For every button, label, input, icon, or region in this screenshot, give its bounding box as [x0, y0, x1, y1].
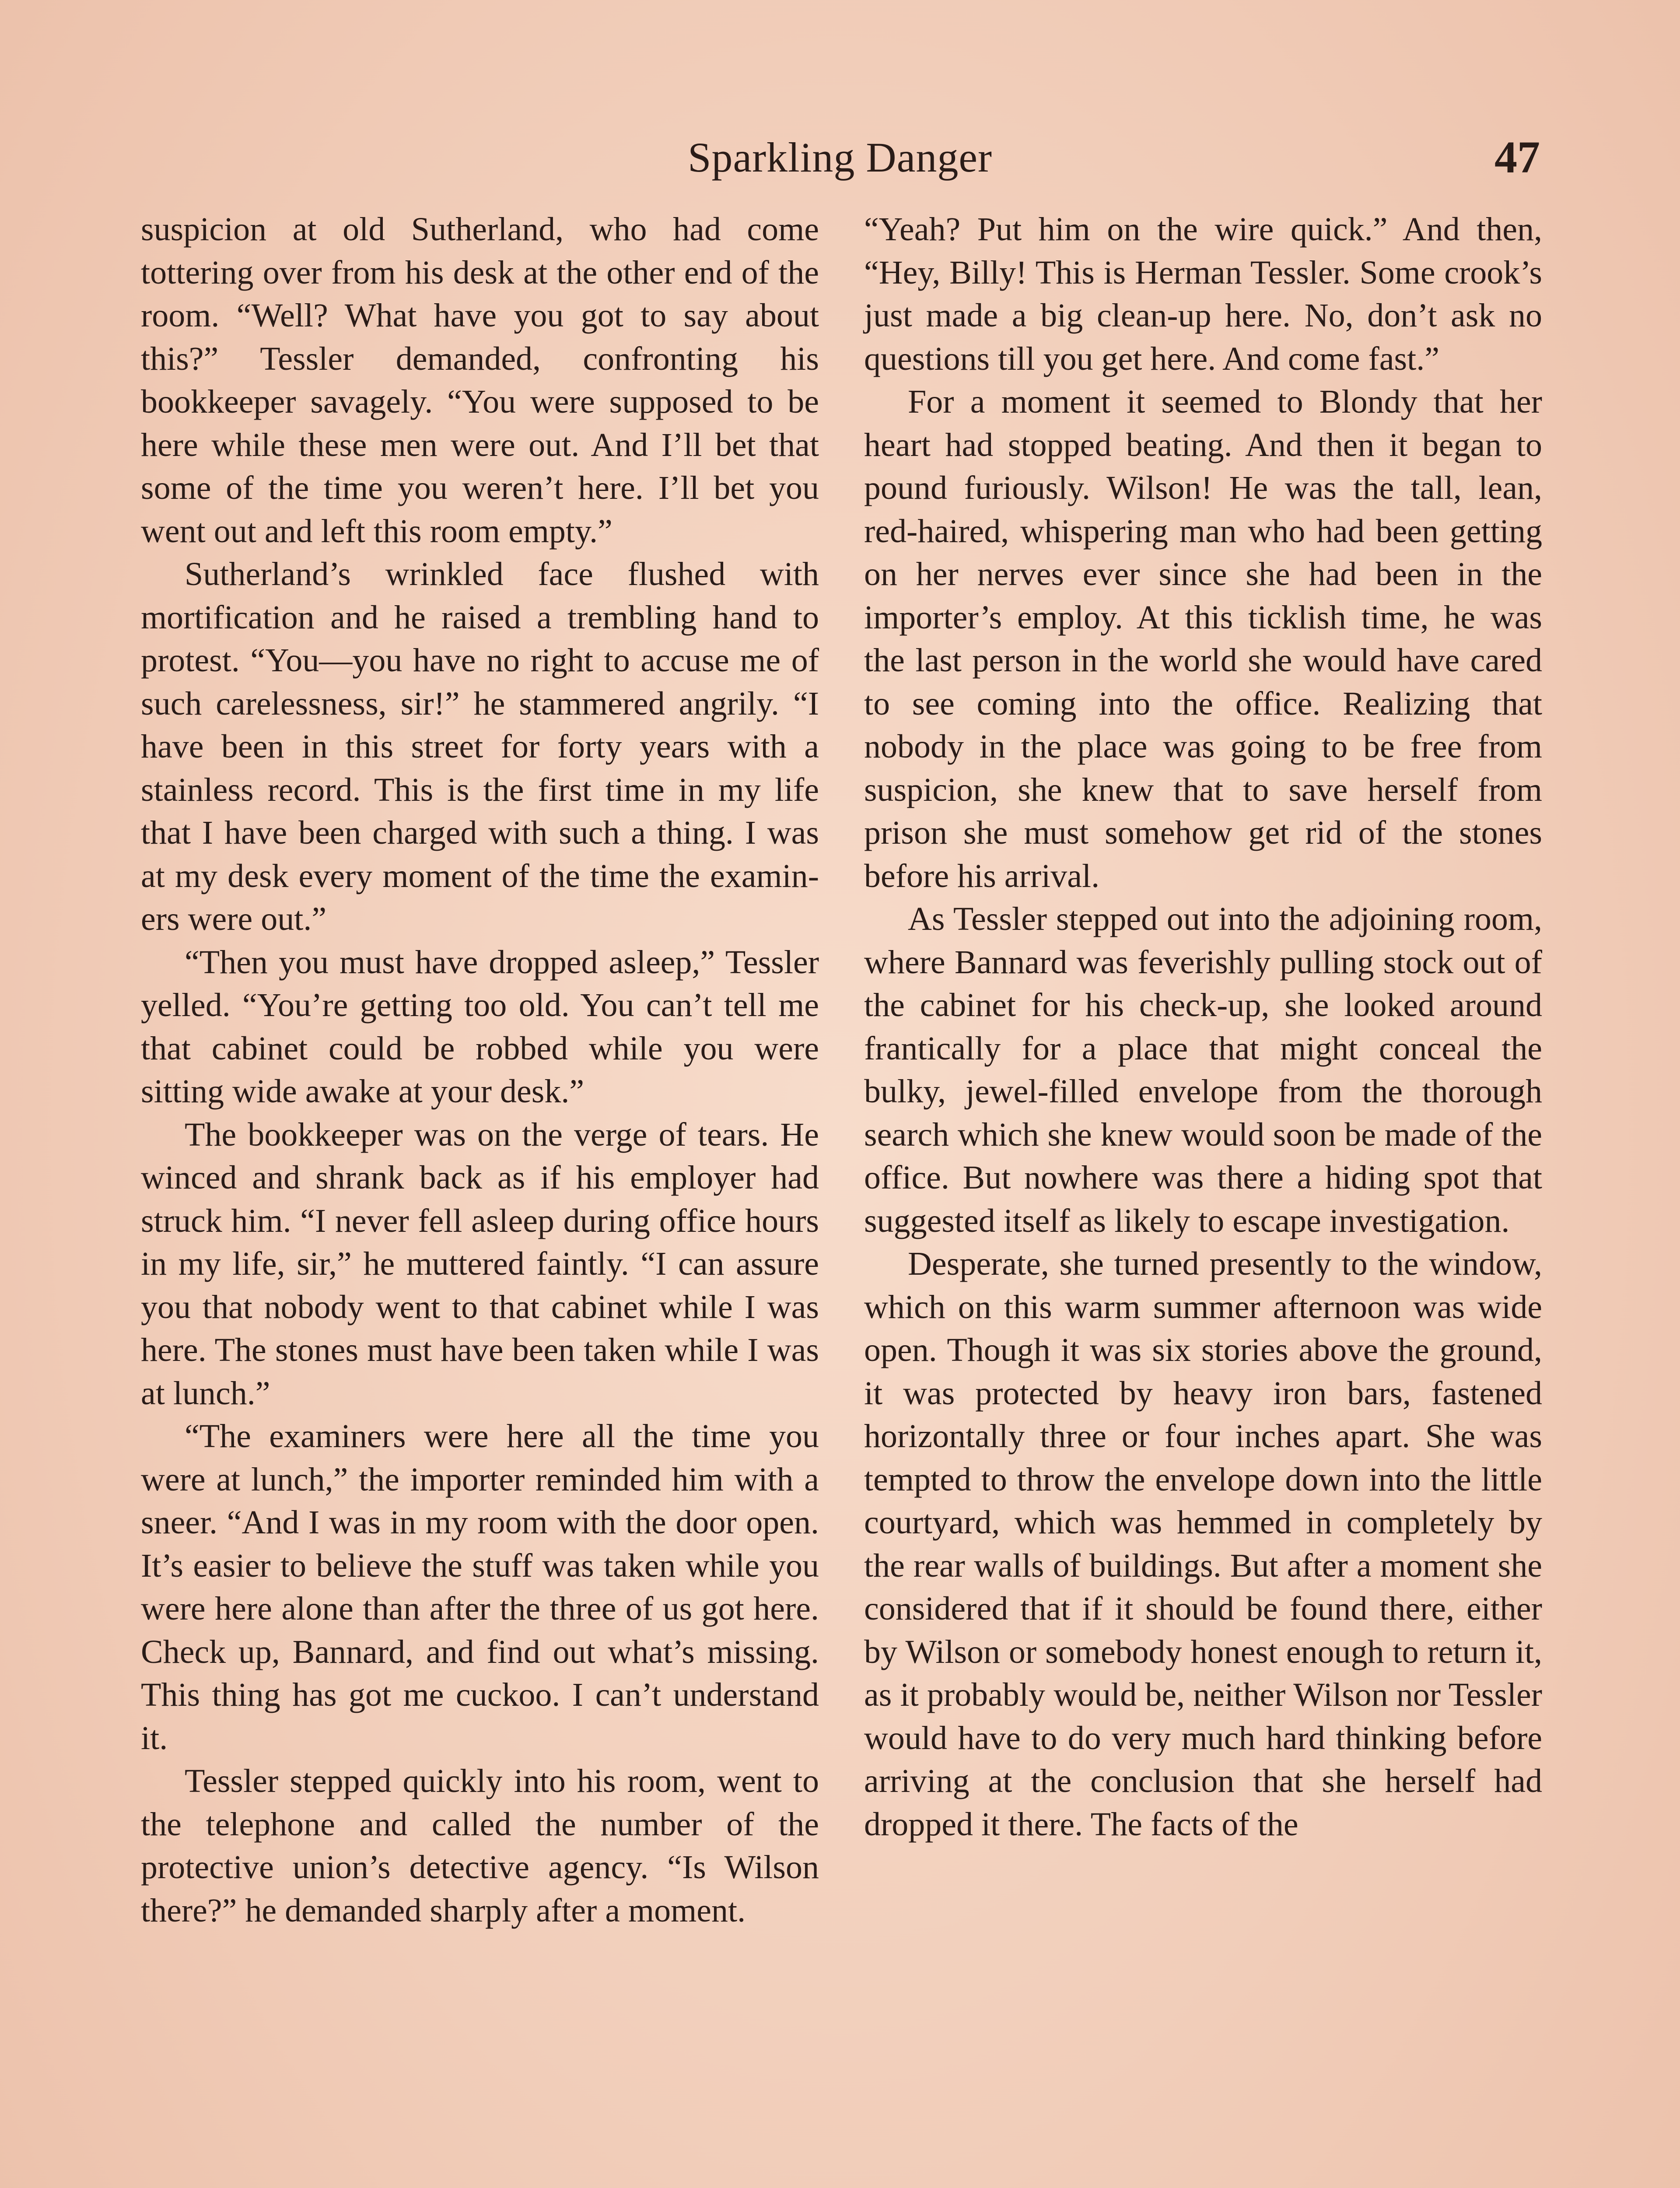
- paragraph: Tessler stepped quickly into his room, went to the telephone and called the number of the protective union’s detective agency. “Is Wilson there?” he demanded sharply after a moment.: [141, 1763, 819, 1929]
- paragraph: As Tessler stepped out into the adjoining room, where Bannard was feverishly pulling stock out of the cabinet for his check-up, she looked around frantically for a place that might conceal the bulky, jewel-filled envelope from the thorough search which she knew would soon be made of the office. But nowhere was there a hiding spot that suggested itself as likely to escape investigation.: [864, 901, 1542, 1239]
- paragraph: Desperate, she turned presently to the window, which on this warm summer afternoon was wide open. Though it was six stories above the ground, it was protected by heavy iron bars, fastened horizontally three or four inches apart. She was tempted to throw the envelope down into the little courtyard, which was hemmed in completely by the rear walls of buildings. But after a moment she considered that if it should be found there, either by Wilson or somebody honest enough to return it, as it probably would be, neither Wilson nor Tessler would have to do very much hard thinking before arriving at the conclusion that she herself had dropped it there. The facts of the: [864, 1245, 1542, 1843]
- running-head: [140, 127, 1540, 188]
- paragraph: For a moment it seemed to Blondy that her heart had stopped beating. And then it began to pound furiously. Wilson! He was the tall, lean, red-haired, whispering man who had been getting on her nerves ever since she had been in the importer’s employ. At this ticklish time, he was the last person in the world she would have cared to see coming into the office. Realizing that nobody in the place was going to be free from suspicion, she knew that to save herself from prison she must somehow get rid of the stones before his arrival.: [864, 383, 1542, 894]
- paragraph: “Yeah? Put him on the wire quick.” And then, “Hey, Billy! This is Herman Tessler. Some crook’s just made a big clean-up here. No, don’t ask no questions till you get here. And come fast.”: [864, 211, 1542, 377]
- paragraph: The bookkeeper was on the verge of tears. He winced and shrank back as if his employer had struck him. “I never fell asleep during office hours in my life, sir,” he muttered faintly. “I can assure you that nobody went to that cabinet while I was here. The stones must have been taken while I was at lunch.”: [141, 1116, 819, 1412]
- right-column: [864, 208, 1542, 1846]
- paragraph: Sutherland’s wrinkled face flushed with mortification and he raised a trembling hand to protest. “You—you have no right to accuse me of such carelessness, sir!” he stammered angrily. “I have been in this street for forty years with a stainless record. This is the first time in my life that I have been charged with such a thing. I was at my desk every moment of the time the examiners were out.”: [141, 556, 819, 937]
- paragraph: “The examiners were here all the time you were at lunch,” the importer reminded him with a sneer. “And I was in my room with the door open. It’s easier to believe the stuff was taken while you were here alone than after the three of us got here. Check up, Bannard, and find out what’s missing. This thing has got me cuckoo. I can’t understand it.: [141, 1418, 819, 1757]
- page-number: 47: [1494, 132, 1540, 182]
- paragraph: “Then you must have dropped asleep,” Tessler yelled. “You’re getting too old. You can’t tell me that cabinet could be robbed while you were sitting wide awake at your desk.”: [141, 943, 819, 1110]
- left-column: [141, 208, 819, 1932]
- running-title: Sparkling Danger: [688, 134, 992, 181]
- paragraph: suspicion at old Sutherland, who had come tottering over from his desk at the other end of the room. “Well? What have you got to say about this?” Tessler demanded, confronting his bookkeeper savagely. “You were supposed to be here while these men were out. And I’ll bet that some of the time you weren’t here. I’ll bet you went out and left this room empty.”: [141, 211, 819, 550]
